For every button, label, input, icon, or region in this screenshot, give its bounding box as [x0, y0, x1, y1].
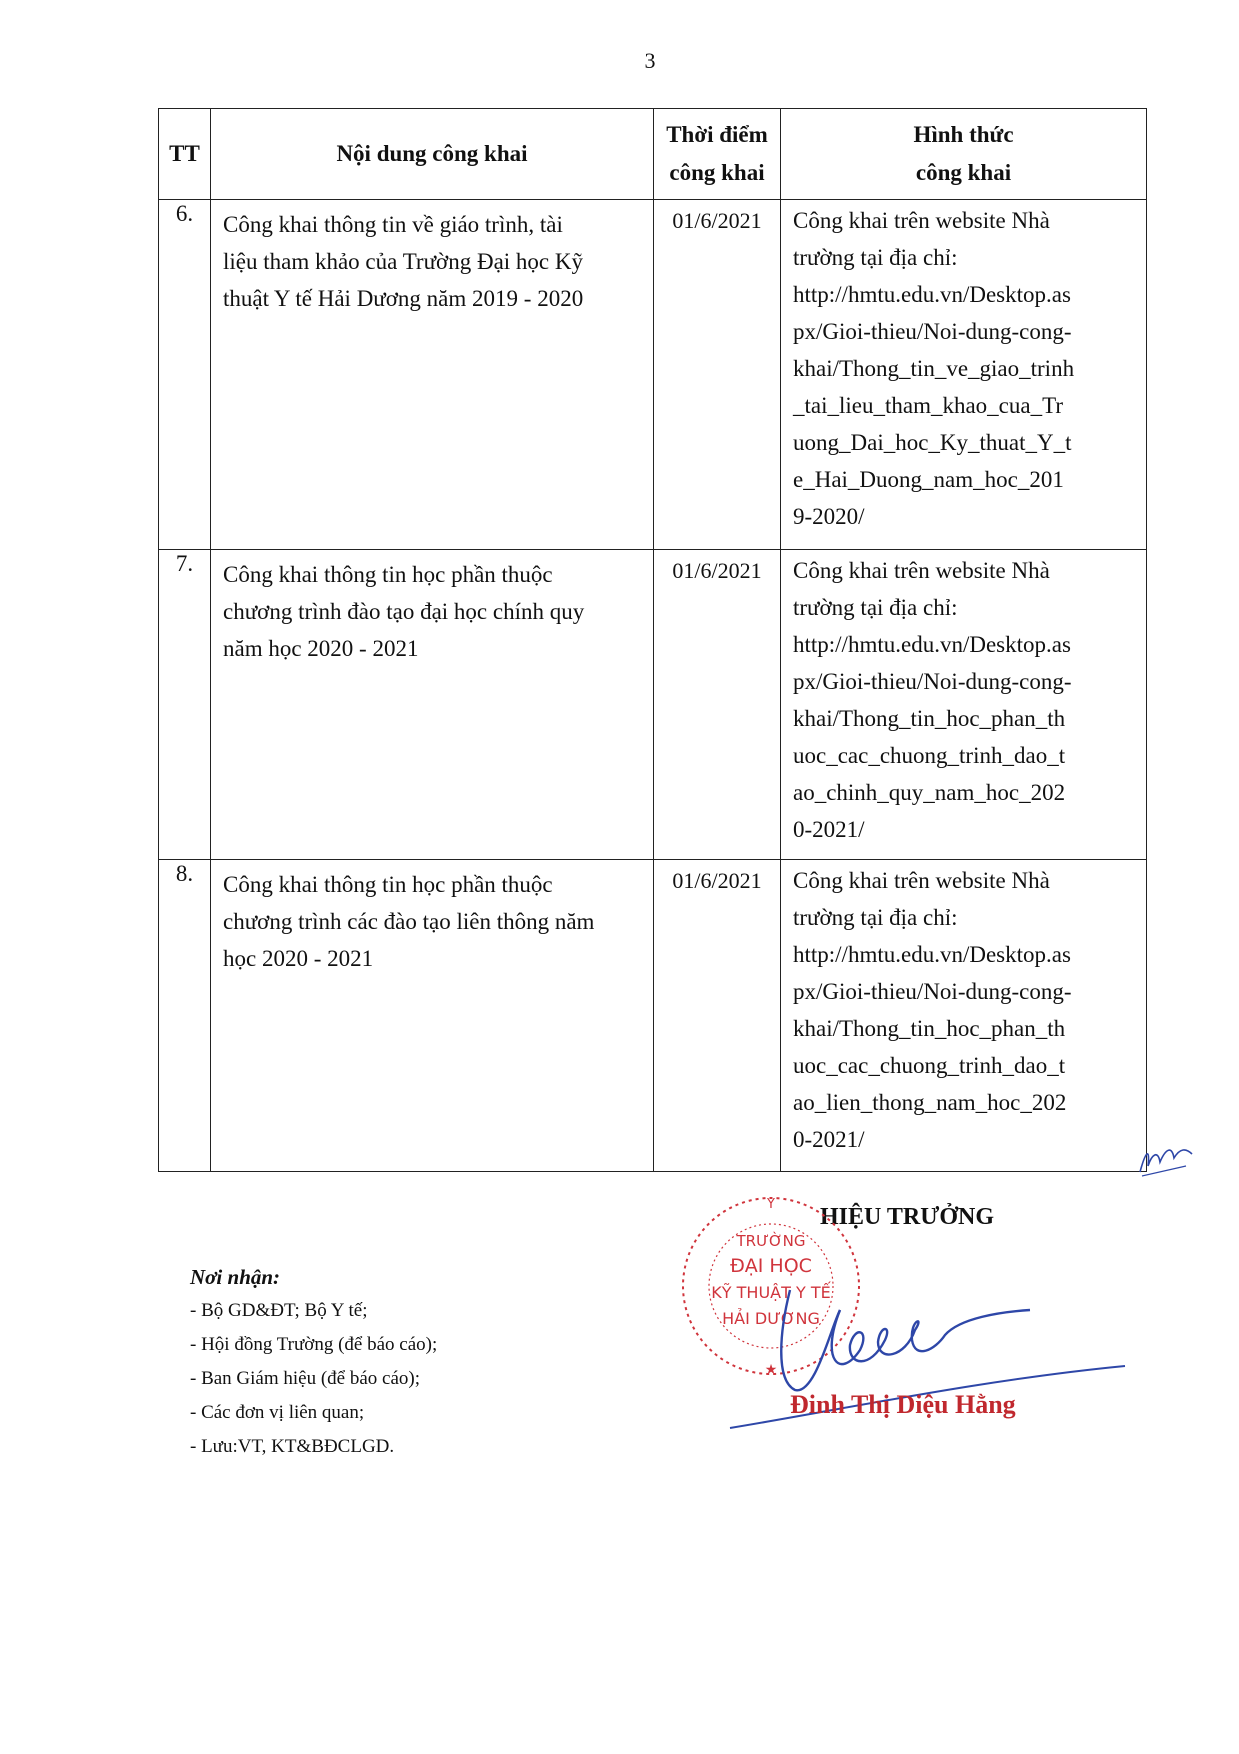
table-row	[159, 860, 1147, 1172]
page-number: 3	[644, 48, 656, 73]
row-date: 01/6/2021	[654, 860, 781, 1172]
svg-text:KỸ THUẬT Y TẾ: KỸ THUẬT Y TẾ	[711, 1283, 831, 1302]
recipients-title: Nơi nhận:	[190, 1265, 281, 1289]
header-date-line: Thời điểm	[666, 122, 768, 147]
url-line: 0-2021/	[793, 1127, 865, 1152]
url-line: ao_chinh_quy_nam_hoc_202	[793, 780, 1066, 805]
form-line: Công khai trên website Nhà	[793, 208, 1050, 233]
recipient-item: - Lưu:VT, KT&BĐCLGD.	[190, 1436, 395, 1457]
header-tt: TT	[159, 109, 211, 200]
url-line: e_Hai_Duong_nam_hoc_201	[793, 467, 1064, 492]
table-header-row	[159, 109, 1147, 200]
row-number: 6.	[159, 200, 211, 550]
content-line: chương trình các đào tạo liên thông năm	[223, 909, 595, 934]
url-line: px/Gioi-thieu/Noi-dung-cong-	[793, 979, 1072, 1004]
row-form	[781, 860, 1147, 1172]
header-form	[781, 109, 1147, 200]
recipient-item: - Bộ GD&ĐT; Bộ Y tế;	[190, 1300, 368, 1321]
form-line: trường tại địa chỉ:	[793, 595, 958, 620]
url-line: px/Gioi-thieu/Noi-dung-cong-	[793, 319, 1072, 344]
content-line: học 2020 - 2021	[223, 946, 374, 971]
url-line: _tai_lieu_tham_khao_cua_Tr	[793, 393, 1063, 418]
svg-text:TRƯỜNG: TRƯỜNG	[736, 1232, 806, 1250]
url-line: khai/Thong_tin_ve_giao_trinh	[793, 356, 1075, 381]
url-line: khai/Thong_tin_hoc_phan_th	[793, 1016, 1066, 1041]
content-line: năm học 2020 - 2021	[223, 636, 419, 661]
disclosure-table	[158, 108, 1147, 1172]
url-line: uoc_cac_chuong_trinh_dao_t	[793, 1053, 1066, 1078]
form-line: trường tại địa chỉ:	[793, 245, 958, 270]
header-date	[654, 109, 781, 200]
row-content	[211, 860, 654, 1172]
table-row	[159, 550, 1147, 860]
url-line: khai/Thong_tin_hoc_phan_th	[793, 706, 1066, 731]
form-line: trường tại địa chỉ:	[793, 905, 958, 930]
url-line: uoc_cac_chuong_trinh_dao_t	[793, 743, 1066, 768]
row-date: 01/6/2021	[654, 550, 781, 860]
content-line: chương trình đào tạo đại học chính quy	[223, 599, 585, 624]
url-line: ao_lien_thong_nam_hoc_202	[793, 1090, 1067, 1115]
table-row	[159, 200, 1147, 550]
initial-mark-icon	[1136, 1140, 1196, 1180]
row-form	[781, 200, 1147, 550]
header-form-line: công khai	[915, 160, 1012, 185]
row-number: 7.	[159, 550, 211, 860]
form-line: Công khai trên website Nhà	[793, 558, 1050, 583]
signer-name: Đinh Thị Diệu Hằng	[790, 1390, 1016, 1419]
url-line: http://hmtu.edu.vn/Desktop.as	[793, 282, 1071, 307]
content-line: Công khai thông tin học phần thuộc	[223, 872, 553, 897]
url-line: px/Gioi-thieu/Noi-dung-cong-	[793, 669, 1072, 694]
svg-text:★: ★	[764, 1362, 778, 1378]
recipient-item: - Ban Giám hiệu (để báo cáo);	[190, 1368, 421, 1389]
url-line: uong_Dai_hoc_Ky_thuat_Y_t	[793, 430, 1072, 455]
row-content	[211, 550, 654, 860]
svg-text:HẢI DƯƠNG: HẢI DƯƠNG	[722, 1309, 820, 1328]
row-content	[211, 200, 654, 550]
recipients-block	[190, 1260, 437, 1464]
signature-title: HIỆU TRƯỞNG	[820, 1204, 995, 1230]
form-line: Công khai trên website Nhà	[793, 868, 1050, 893]
row-date: 01/6/2021	[654, 200, 781, 550]
url-line: 9-2020/	[793, 504, 865, 529]
url-line: http://hmtu.edu.vn/Desktop.as	[793, 942, 1071, 967]
row-number: 8.	[159, 860, 211, 1172]
content-line: Công khai thông tin học phần thuộc	[223, 562, 553, 587]
svg-text:ĐẠI HỌC: ĐẠI HỌC	[730, 1255, 812, 1277]
content-line: liệu tham khảo của Trường Đại học Kỹ	[223, 249, 583, 274]
recipient-item: - Hội đồng Trường (để báo cáo);	[190, 1334, 438, 1355]
svg-text:Y: Y	[767, 1197, 775, 1212]
url-line: http://hmtu.edu.vn/Desktop.as	[793, 632, 1071, 657]
url-line: 0-2021/	[793, 817, 865, 842]
content-line: thuật Y tế Hải Dương năm 2019 - 2020	[223, 286, 584, 311]
header-form-line: Hình thức	[913, 122, 1014, 147]
header-date-line: công khai	[669, 160, 765, 185]
recipient-item: - Các đơn vị liên quan;	[190, 1402, 365, 1423]
row-form	[781, 550, 1147, 860]
header-content: Nội dung công khai	[211, 109, 654, 200]
content-line: Công khai thông tin về giáo trình, tài	[223, 212, 563, 237]
